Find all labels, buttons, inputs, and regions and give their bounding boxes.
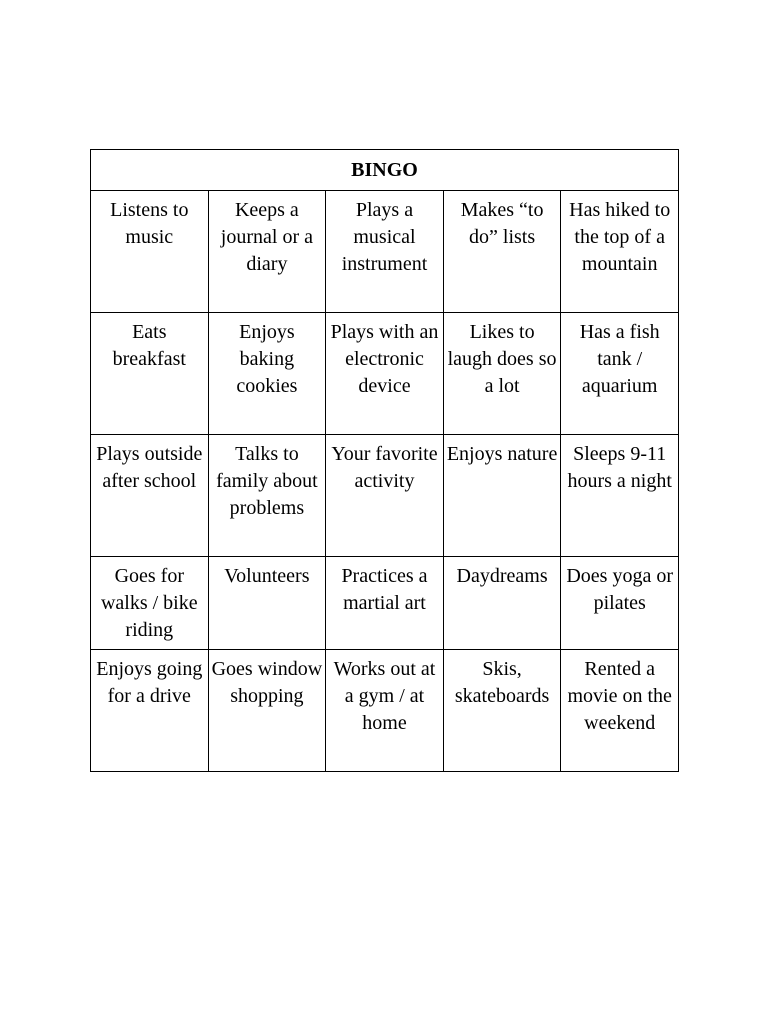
bingo-cell: Sleeps 9-11 hours a night	[561, 435, 679, 557]
bingo-row	[91, 557, 679, 650]
bingo-cell: Keeps a journal or a diary	[208, 191, 326, 313]
bingo-cell: Talks to family about problems	[208, 435, 326, 557]
bingo-row	[91, 435, 679, 557]
bingo-cell: Skis, skateboards	[443, 650, 561, 772]
bingo-cell: Plays a musical instrument	[326, 191, 444, 313]
bingo-row	[91, 650, 679, 772]
bingo-cell: Has hiked to the top of a mountain	[561, 191, 679, 313]
bingo-cell: Daydreams	[443, 557, 561, 650]
bingo-cell: Likes to laugh does so a lot	[443, 313, 561, 435]
bingo-row	[91, 313, 679, 435]
bingo-cell: Rented a movie on the weekend	[561, 650, 679, 772]
bingo-header-row	[91, 150, 679, 191]
bingo-title: BINGO	[91, 150, 679, 191]
bingo-cell: Works out at a gym / at home	[326, 650, 444, 772]
bingo-card	[90, 149, 679, 772]
bingo-cell: Eats breakfast	[91, 313, 209, 435]
bingo-cell: Practices a martial art	[326, 557, 444, 650]
bingo-cell: Volunteers	[208, 557, 326, 650]
bingo-cell: Goes for walks / bike riding	[91, 557, 209, 650]
bingo-cell: Enjoys going for a drive	[91, 650, 209, 772]
bingo-cell: Goes window shopping	[208, 650, 326, 772]
bingo-cell: Enjoys baking cookies	[208, 313, 326, 435]
bingo-cell: Makes “to do” lists	[443, 191, 561, 313]
bingo-cell: Plays with an electronic device	[326, 313, 444, 435]
bingo-cell: Enjoys nature	[443, 435, 561, 557]
bingo-cell: Does yoga or pilates	[561, 557, 679, 650]
bingo-row	[91, 191, 679, 313]
bingo-cell: Plays outside after school	[91, 435, 209, 557]
bingo-cell: Has a fish tank / aquarium	[561, 313, 679, 435]
bingo-cell: Listens to music	[91, 191, 209, 313]
bingo-cell: Your favorite activity	[326, 435, 444, 557]
